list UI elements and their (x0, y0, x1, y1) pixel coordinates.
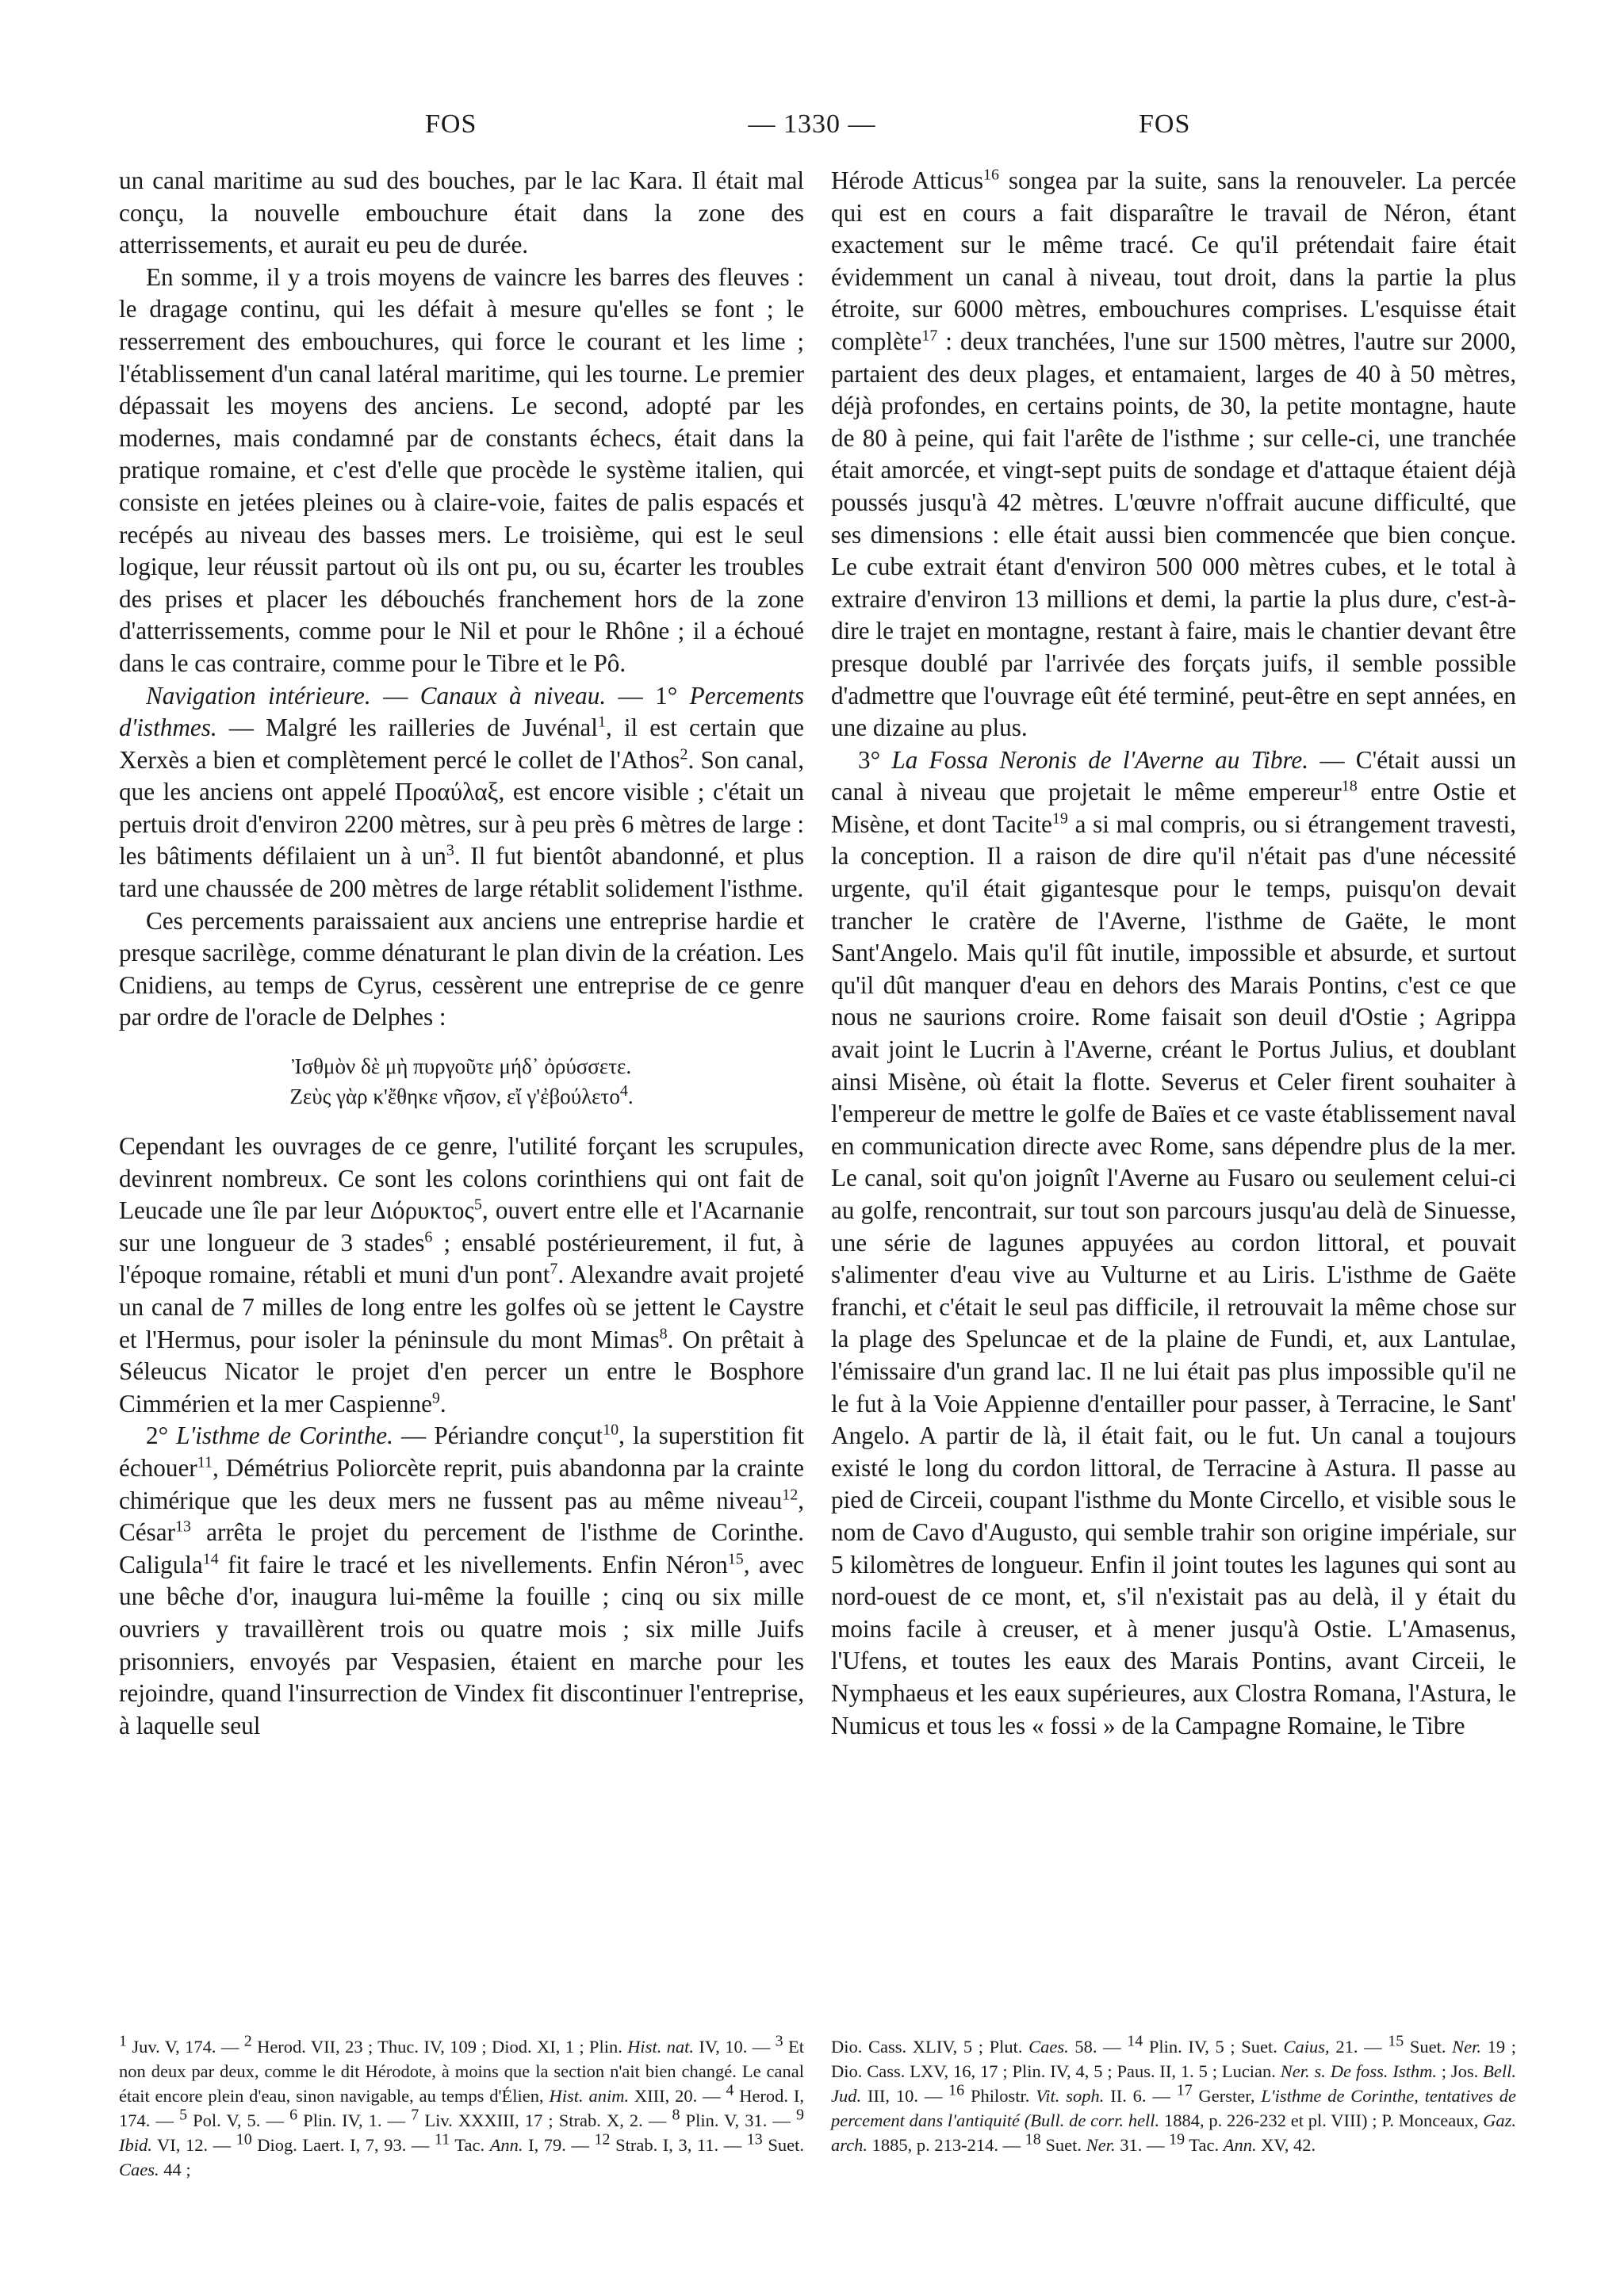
footnote-ref: 5 (473, 1196, 482, 1214)
header-left-title: FOS (425, 109, 477, 139)
footnote-ref: 2 (680, 745, 688, 763)
footnote-block: 1 Juv. V, 174. — 2 Herod. VII, 23 ; Thuc. IV, 109 ; Diod. XI, 1 ; Plin. Hist. nat. IV, 10. — 3 Et non deux par deux, comme le dit Hérodote, à moins que la section n'ait bien changé. Le canal était encore plein d'eau, sinon navigable, au temps d'Élien, Hist. anim. XIII, 20. — 4 Herod. I, 174. — 5 Pol. V, 5. — 6 Plin. IV, 1. — 7 Liv. XXXIII, 17 ; Strab. X, 2. — 8 Plin. V, 31. — 9 Ibid. VI, 12. — 10 Diog. Laert. I, 7, 93. — 11 Tac. Ann. I, 79. — 12 Strab. I, 3, 11. — 13 Suet. Caes. 44 ; (119, 2032, 804, 2179)
page-number: — 1330 — (748, 109, 876, 139)
footnote-ref: 19 (1051, 809, 1068, 828)
footnote-ref: 17 (921, 327, 938, 345)
verse-line: Ζεὺς γὰρ κ'ἔθηκε νῆσον, εἴ γ'ἐβούλετο$^4$. (289, 1082, 634, 1109)
footnote-ref: 1 (597, 713, 606, 731)
footnote-ref: 4 (619, 1082, 628, 1100)
paragraph: Navigation intérieure. — Canaux à niveau. — 1° Percements d'isthmes. — Malgré les railleries de Juvénal$^1$, il est certain que Xerxès a bien et complètement percé le collet de l'Athos$^2$. Son canal, que les anciens ont appelé Προαύλαξ, est encore visible ; c'était un pertuis droit d'environ 2200 mètres, sur à peu près 6 mètres de large : les bâtiments défilaient un à $un^3$. Il fut bientôt abandonné, et plus tard une chaussée de 200 mètres de large rétablit solidement l'isthme. (119, 681, 804, 903)
footnote-ref: 12 (782, 1486, 799, 1504)
paragraph: un canal maritime au sud des bouches, par le lac Kara. Il était mal conçu, la nouvelle embouchure était dans la zone des atterrissements, et aurait eu peu de durée. (119, 166, 804, 259)
footnote-ref: 15 (727, 1550, 744, 1568)
footnote-ref: 13 (175, 1517, 192, 1536)
footnote-ref: 3 (446, 842, 454, 860)
footnote-block: Dio. Cass. XLIV, 5 ; Plut. Caes. 58. — 14 Plin. IV, 5 ; Suet. Caius, 21. — 15 Suet. Ner. 19 ; Dio. Cass. LXV, 16, 17 ; Plin. IV, 4, 5 ; Paus. II, 1. 5 ; Lucian. Ner. s. De foss. Isthm. ; Jos. Bell. Jud. III, 10. — 16 Philostr. Vit. soph. II. 6. — 17 Gerster, L'isthme de Corinthe, tentatives de percement dans l'antiquité (Bull. de corr. hell. 1884, p. 226-232 et pl. VIII) ; P. Monceaux, Gaz. arch. 1885, p. 213-214. — 18 Suet. Ner. 31. — 19 Tac. Ann. XV, 42. (831, 2032, 1517, 2155)
greek-verse (119, 1051, 804, 1112)
footnote-ref: 11 (197, 1453, 213, 1471)
page-header (0, 109, 1624, 149)
footnotes-left (119, 2034, 804, 2182)
footnote-ref: 16 (982, 166, 999, 184)
paragraph: Hérode Atticus$^{16}$ songea par la suite, sans la renouveler. La percée qui est en cours a fait disparaître le travail de Néron, étant exactement sur le même tracé. Ce qu'il prétendait faire était évidemment un canal à niveau, tout droit, dans la partie la plus étroite, sur 6000 mètres, embouchures comprises. L'esquisse était complète$^{17}$ : deux tranchées, l'une sur 1500 mètres, l'autre sur 2000, partaient des deux plages, et entamaient, larges de 40 à 50 mètres, déjà profondes, en certains points, de 30, la petite montagne, haute de 80 à peine, qui fait l'arête de l'isthme ; sur celle-ci, une tranchée était amorcée, et vingt-sept puits de sondage et d'attaque étaient déjà poussés jusqu'à 42 mètres. L'œuvre n'offrait aucune difficulté, que ses dimensions : elle était aussi bien commencée que bien conçue. Le cube extrait étant d'environ 500 000 mètres cubes, et le total à extraire d'environ 13 millions et demi, la partie la plus dure, c'est-à-dire le trajet en montagne, restant à faire, mais le chantier devant être presque doublé par l'arrivée des forçats juifs, il semble possible d'admettre que l'ouvrage eût été terminé, peut-être en sept années, en une dizaine au plus. (831, 166, 1516, 742)
footnote-ref: 10 (603, 1421, 619, 1439)
footnote-ref: 9 (431, 1389, 440, 1407)
left-column (119, 165, 804, 1742)
verse-line: Ἰσθμὸν δὲ μὴ πυργοῦτε μήδ᾽ ὀρύσσετε. (291, 1054, 632, 1079)
paragraph: 3° La Fossa Neronis de l'Averne au Tibre. — C'était aussi un canal à niveau que projetait le même empereur$^{18}$ entre Ostie et Misène, et dont Tacite$^{19}$ a si mal compris, ou si étrangement travesti, la conception. Il a raison de dire qu'il n'était pas d'une nécessité urgente, qu'il était gigantesque pour le temps, puisqu'on devait trancher le cratère de l'Averne, l'isthme de Gaëte, le mont Sant'Angelo. Mais qu'il fût inutile, impossible et absurde, et surtout qu'il dût manquer d'eau en dehors des Marais Pontins, c'est ce que nous ne saurions croire. Rome faisait son deuil d'Ostie ; Agrippa avait joint le Lucrin à l'Averne, créant le Portus Julius, et doublant ainsi Misène, où était la flotte. Severus et Celer firent souhaiter à l'empereur de mettre le golfe de Baïes et ce vaste établissement naval en communication directe avec Rome, sans dépendre plus de la mer. Le canal, soit qu'on joignît l'Averne au Fusaro ou seulement celui-ci au golfe, rencontrait, sur tout son parcours jusqu'au delà de Sinuesse, une série de lagunes appuyées au cordon littoral, et pouvait s'alimenter d'eau vive au Vulturne et au Liris. L'isthme de Gaëte franchi, et c'était le seul pas difficile, il retrouvait la même chose sur la plage des Speluncae et de la plaine de Fundi, et, aux Lantulae, l'émissaire d'un grand lac. Il ne lui était pas plus impossible qu'il ne le fut à la Voie Appienne d'entailler pour passer, à Terracine, le Sant' Angelo. A partir de là, il était fait, ou le fut. Un canal a toujours existé le long du cordon littoral, de Terracine à Astura. Il passe au pied de Circeii, coupant l'isthme du Monte Circello, et visible sous le nom de Cavo d'Augusto, qui semble trahir son origine impériale, sur 5 kilomètres de longueur. Enfin il joint toutes les lagunes qui sont au nord-ouest de ce mont, et, s'il n'existait pas au delà, il y était du moins facile à creuser, et à mener jusqu'à Ostie. L'Amasenus, l'Ufens, et toutes les eaux des Marais Pontins, avant Circeii, le Nymphaeus et les eaux supérieures, aux Clostra Romana, l'Astura, le Numicus et tous les « fossi » de la Campagne Romaine, le Tibre (831, 745, 1516, 1739)
footnote-ref: 6 (424, 1228, 433, 1246)
footnote-ref: 8 (659, 1325, 668, 1343)
paragraph: En somme, il y a trois moyens de vaincre les barres des fleuves : le dragage continu, qui les défait à mesure qu'elles se font ; le resserrement des embouchures, qui force le courant et les lime ; l'établissement d'un canal latéral maritime, qui les tourne. Le premier dépassait les moyens des anciens. Le second, adopté par les modernes, mais condamné par de constants échecs, était dans la pratique romaine, et c'est d'elle que procède le système italien, qui consiste en jetées pleines ou à claire-voie, faites de palis espacés et recépés au niveau des basses mers. Le troisième, qui est le seul logique, leur réussit partout où ils ont pu, ou su, écarter les troubles des prises et placer les débouchés franchement hors de la zone d'atterrissements, comme pour le Nil et pour le Rhône ; il a échoué dans le cas contraire, comme pour le Tibre et le Pô. (119, 262, 804, 677)
footnote-ref: 18 (1341, 777, 1358, 795)
footnotes-right (831, 2034, 1516, 2157)
footnote-ref: 14 (202, 1550, 219, 1568)
paragraph: Ces percements paraissaient aux anciens une entreprise hardie et presque sacrilège, comme dénaturant le plan divin de la création. Les Cnidiens, au temps de Cyrus, cessèrent une entreprise de ce genre par ordre de l'oracle de Delphes : (119, 906, 804, 1031)
paragraph: Cependant les ouvrages de ce genre, l'utilité forçant les scrupules, devinrent nombreux. Ce sont les colons corinthiens qui ont fait de Leucade une île par leur Διόρυκτος$^5$, ouvert entre elle et l'Acarnanie sur une longueur de 3 stades$^6$ ; ensablé postérieurement, il fut, à l'époque romaine, rétabli et muni d'un pont$^7$. Alexandre avait projeté un canal de 7 milles de long entre les golfes où se jettent le Caystre et l'Hermus, pour isoler la péninsule du mont Mimas$^8$. On prêtait à Séleucus Nicator le projet d'en percer un entre le Bosphore Cimmérien et la mer Caspienne$^9$. (119, 1132, 805, 1418)
footnote-ref: 7 (550, 1261, 558, 1279)
paragraph: 2° L'isthme de Corinthe. — Périandre conçut$^{10}$, la superstition fit échouer$^{11}$, Démétrius Poliorcète reprit, puis abandonna par la crainte chimérique que les deux mers ne fussent pas au même niveau$^{12}$, César$^{13}$ arrêta le projet du percement de l'isthme de Corinthe. Caligula$^{14}$ fit faire le tracé et les nivellements. Enfin Néron$^{15}$, avec une bêche d'or, inaugura lui-même la fouille ; cinq ou six mille ouvriers y travaillèrent trois ou quatre mois ; six mille Juifs prisonniers, envoyés par Vespasien, étaient en marche pour les rejoindre, quand l'insurrection de Vindex fit discontinuer l'entreprise, à laquelle seul (119, 1421, 804, 1739)
right-column (831, 165, 1516, 1742)
header-right-title: FOS (1139, 109, 1191, 139)
